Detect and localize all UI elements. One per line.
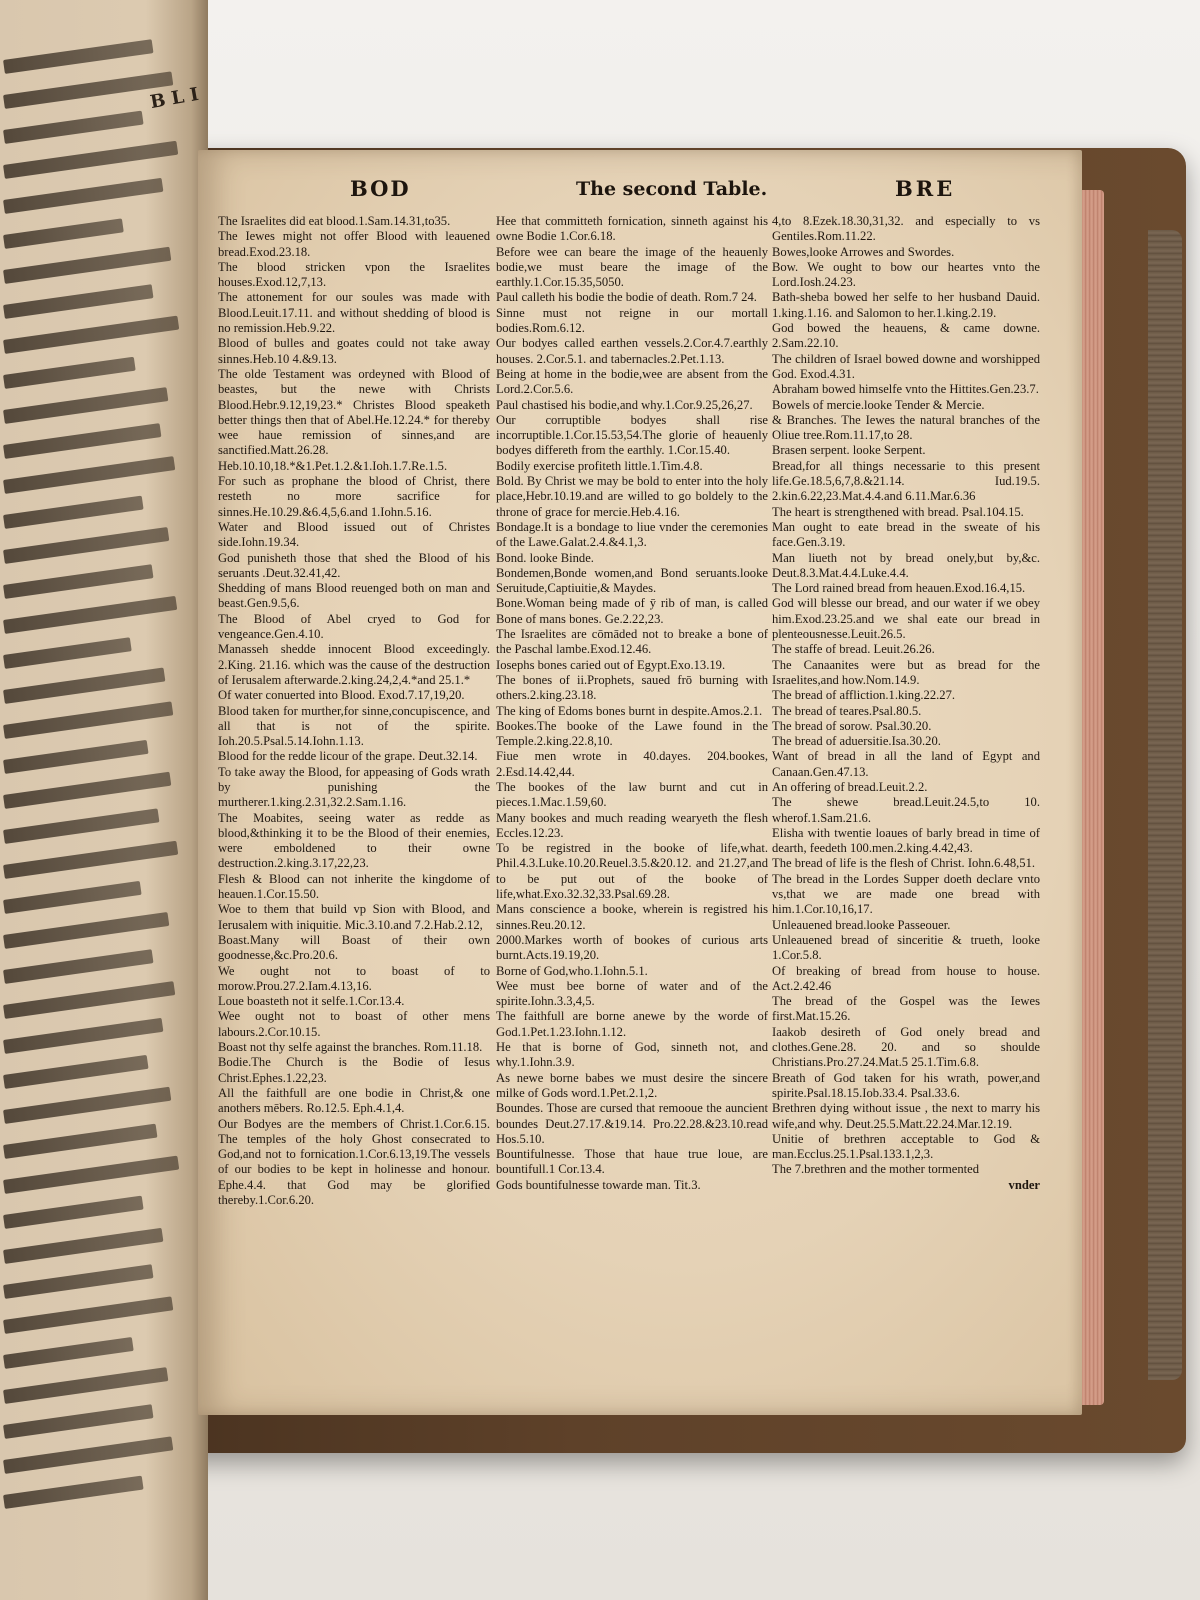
index-entry: Woe to them that build vp Sion with Blood, and Ierusalem with iniquitie. Mic.3.10.and 7.2.Hab.2.12,: [218, 902, 490, 932]
index-entry: Unleauened bread of sinceritie & trueth, looke 1.Cor.5.8.: [772, 932, 1040, 963]
index-entry: Want of bread in all the land of Egypt and Canaan.Gen.47.13.: [772, 749, 1040, 779]
index-entry: Boast not thy selfe against the branches. Rom.11.18.: [218, 1040, 483, 1055]
catchword: vnder: [1008, 1177, 1040, 1192]
running-head-right: BRE: [895, 176, 956, 201]
index-entry: Paul calleth his bodie the bodie of death. Rom.7 24.: [496, 290, 757, 305]
left-page: [0, 0, 208, 1600]
index-entry: God punisheth those that shed the Blood of his seruants .Deut.32.41,42.: [218, 550, 490, 580]
index-entry: Gods bountifulnesse towarde man. Tit.3.: [496, 1177, 701, 1192]
index-entry: Paul chastised his bodie,and why.1.Cor.9.25,26,27.: [496, 397, 753, 412]
index-entry: The attonement for our soules was made with Blood.Leuit.17.11. and without shedding of blood is no remission.Heb.9.22.: [218, 290, 490, 336]
index-entry: Bond. looke Binde.: [496, 550, 594, 565]
index-entry: Bowes,looke Arrowes and Swordes.: [772, 244, 955, 259]
index-entry: Abraham bowed himselfe vnto the Hittites.Gen.23.7.: [772, 382, 1039, 397]
index-entry: & Branches. The Iewes the natural branches of the Oliue tree.Rom.11.17,to 28.: [772, 412, 1040, 443]
index-entry: An offering of bread.Leuit.2.2.: [772, 779, 928, 794]
index-entry: Borne of God,who.1.Iohn.5.1.: [496, 963, 648, 978]
index-entry: Breath of God taken for his wrath, power,and spirite.Psal.18.15.Iob.33.4. Psal.33.6.: [772, 1070, 1040, 1100]
index-entry: Hee that committeth fornication, sinneth against his owne Bodie 1.Cor.6.18.: [496, 214, 768, 244]
index-entry: The bread of aduersitie.Isa.30.20.: [772, 734, 941, 749]
index-entry: Bondage.It is a bondage to liue vnder the ceremonies of the Lawe.Galat.2.4.&4.1,3.: [496, 519, 768, 550]
running-head-left: BOD: [350, 176, 411, 201]
index-entry: The bread of affliction.1.king.22.27.: [772, 688, 956, 703]
text-column-1: [218, 214, 490, 1208]
index-entry: Our Bodyes are the members of Christ.1.Cor.6.15. The temples of the holy Ghost consecrated to God,and not to fornication.1.Cor.6.13,19.The vessels of our bodies to be kept in holinesse and honour. Ephe.4.4. that God may be glorified thereby.1.Cor.6.20.: [218, 1116, 490, 1207]
index-entry: Wee ought not to boast of other mens labours.2.Cor.10.15.: [218, 1009, 490, 1039]
index-entry: Bowels of mercie.looke Tender & Mercie.: [772, 397, 985, 412]
index-entry: Man ought to eate bread in the sweate of his face.Gen.3.19.: [772, 519, 1040, 550]
index-entry: Bodie.The Church is the Bodie of Iesus Christ.Ephes.1.22,23.: [218, 1055, 490, 1085]
index-entry: The Moabites, seeing water as redde as blood,&thinking it to be the Blood of their enemies, were emboldened to their owne destruction.2.king.3.17,22,23.: [218, 810, 490, 871]
index-entry: Bountifulnesse. Those that haue true loue, are bountifull.1 Cor.13.4.: [496, 1147, 768, 1177]
index-entry: Bold. By Christ we may be bold to enter into the holy place,Hebr.10.19.and are willed to go boldely to the throne of grace for mercie.Heb.4.16.: [496, 474, 768, 519]
index-entry: Man liueth not by bread onely,but by,&c. Deut.8.3.Mat.4.4.Luke.4.4.: [772, 550, 1040, 580]
index-entry: The children of Israel bowed downe and worshipped God. Exod.4.31.: [772, 351, 1040, 381]
running-head: [198, 176, 1082, 206]
index-entry: The bread of teares.Psal.80.5.: [772, 703, 922, 718]
index-entry: The bread of life is the flesh of Christ. Iohn.6.48,51.: [772, 856, 1036, 871]
index-entry: Mans conscience a booke, wherein is registred his sinnes.Reu.20.12.: [496, 902, 768, 932]
index-entry: The Iewes might not offer Blood with leauened bread.Exod.23.18.: [218, 229, 490, 259]
index-entry: Shedding of mans Blood reuenged both on man and beast.Gen.9.5,6.: [218, 581, 490, 611]
left-page-text-blur: [4, 60, 194, 1530]
index-entry: Being at home in the bodie,wee are absent from the Lord.2.Cor.5.6.: [496, 366, 768, 397]
index-entry: The bread of sorow. Psal.30.20.: [772, 718, 932, 733]
index-entry: The Blood of Abel cryed to God for vengeance.Gen.4.10.: [218, 611, 490, 642]
index-entry: Wee must bee borne of water and of the spirite.Iohn.3.3,4,5.: [496, 978, 768, 1009]
index-entry: The shewe bread.Leuit.24.5,to 10. wherof.1.Sam.21.6.: [772, 795, 1040, 825]
index-entry: Iosephs bones caried out of Egypt.Exo.13.19.: [496, 657, 726, 672]
index-entry: The Lord rained bread from heauen.Exod.16.4,15.: [772, 581, 1026, 596]
index-entry: Bow. We ought to bow our heartes vnto the Lord.Iosh.24.23.: [772, 259, 1040, 290]
index-entry: For such as prophane the blood of Christ, there resteth no more sacrifice for sinnes.He.10.29.&6.4,5,6.and 1.Iohn.5.16.: [218, 474, 490, 519]
index-entry: Many bookes and much reading wearyeth the flesh Eccles.12.23.: [496, 810, 768, 840]
index-entry: God bowed the heauens, & came downe. 2.Sam.22.10.: [772, 321, 1040, 351]
index-entry: The bookes of the law burnt and cut in pieces.1.Mac.1.59,60.: [496, 779, 768, 810]
index-entry: To take away the Blood, for appeasing of Gods wrath by punishing the murtherer.1.king.2.31,32.2.Sam.1.16.: [218, 764, 490, 810]
index-entry: 4,to 8.Ezek.18.30,31,32. and especially to vs Gentiles.Rom.11.22.: [772, 214, 1040, 244]
index-entry: The king of Edoms bones burnt in despite.Amos.2.1.: [496, 703, 763, 718]
right-page: [198, 150, 1082, 1415]
index-entry: Blood for the redde licour of the grape. Deut.32.14.: [218, 749, 478, 764]
index-entry: The Canaanites were but as bread for the Israelites,and how.Nom.14.9.: [772, 657, 1040, 687]
index-entry: Bodily exercise profiteth little.1.Tim.4.8.: [496, 458, 703, 473]
index-entry: The bones of ii.Prophets, saued frō burning with others.2.king.23.18.: [496, 672, 768, 703]
index-entry: The 7.brethren and the mother tormented: [772, 1162, 980, 1177]
index-entry: We ought not to boast of to morow.Prou.27.2.Iam.4.13,16.: [218, 963, 490, 993]
index-entry: Blood taken for murther,for sinne,concupiscence, and all that is not of the spirite. Ioh.20.5.Psal.5.14.Iohn.1.13.: [218, 703, 490, 749]
index-entry: Bookes.The booke of the Lawe found in the Temple.2.king.22.8,10.: [496, 718, 768, 749]
index-entry: All the faithfull are one bodie in Christ,& one anothers mēbers. Ro.12.5. Eph.4.1,4.: [218, 1085, 490, 1116]
index-entry: Bath-sheba bowed her selfe to her husband Dauid. 1.king.1.16. and Salomon to her.1.king.2.19.: [772, 290, 1040, 320]
index-entry: Sinne must not reigne in our mortall bodies.Rom.6.12.: [496, 305, 768, 336]
index-entry: Unitie of brethren acceptable to God & man.Ecclus.25.1.Psal.133.1,2,3.: [772, 1131, 1040, 1162]
index-entry: Bread,for all things necessarie to this present life.Ge.18.5,6,7,8.&21.14. Iud.19.5. 2.kin.6.22,23.Mat.4.4.and 6.11.Mar.6.36: [772, 458, 1040, 504]
index-entry: Bondemen,Bonde women,and Bond seruants.looke Seruitude,Captiuitie,& Maydes.: [496, 565, 768, 596]
index-entry: The blood stricken vpon the Israelites houses.Exod.12,7,13.: [218, 259, 490, 290]
index-entry: Unleauened bread.looke Passeouer.: [772, 917, 951, 932]
index-entry: The staffe of bread. Leuit.26.26.: [772, 642, 935, 657]
index-entry: Flesh & Blood can not inherite the kingdome of heauen.1.Cor.15.50.: [218, 871, 490, 902]
index-entry: Brethren dying without issue , the next to marry his wife,and why. Deut.25.5.Matt.22.24.Mar.12.19.: [772, 1101, 1040, 1131]
index-entry: Before wee can beare the image of the heauenly bodie,we must beare the image of the earthly.1.Cor.15.35,5050.: [496, 244, 768, 290]
index-entry: Our bodyes called earthen vessels.2.Cor.4.7.earthly houses. 2.Cor.5.1. and tabernacles.2.Pet.1.13.: [496, 336, 768, 366]
index-entry: Iaakob desireth of God onely bread and clothes.Gene.28. 20. and so shoulde Christians.Pro.27.24.Mat.5 25.1.Tim.6.8.: [772, 1024, 1040, 1070]
index-entry: The Israelites are cōmāded not to breake a bone of the Paschal lambe.Exod.12.46.: [496, 627, 768, 657]
text-column-2: [496, 214, 768, 1193]
index-entry: To be registred in the booke of life,what. Phil.4.3.Luke.10.20.Reuel.3.5.&20.12. and 21.27,and to be put out of the booke of life,what.Exo.32.32,33.Psal.69.28.: [496, 841, 768, 902]
index-entry: As newe borne babes we must desire the sincere milke of Gods word.1.Pet.2.1,2.: [496, 1070, 768, 1100]
text-column-3: [772, 214, 1040, 1206]
cover-edge: [1148, 230, 1182, 1380]
index-entry: Elisha with twentie loaues of barly bread in time of dearth, feedeth 100.men.2.king.4.42,43.: [772, 825, 1040, 856]
index-entry: Fiue men wrote in 40.dayes. 204.bookes, 2.Esd.14.42,44.: [496, 749, 768, 779]
index-entry: Boast.Many will Boast of their own goodnesse,&c.Pro.20.6.: [218, 932, 490, 963]
index-entry: Boundes. Those are cursed that remooue the auncient boundes Deut.27.17.&19.14. Pro.22.28.&23.10.read Hos.5.10.: [496, 1101, 768, 1146]
index-entry: Of breaking of bread from house to house. Act.2.42.46: [772, 963, 1040, 993]
index-entry: Our corruptible bodyes shall rise incorruptible.1.Cor.15.53,54.The glorie of heauenly bodyes differeth from the earthly. 1.Cor.15.40.: [496, 412, 768, 458]
index-entry: Water and Blood issued out of Christes side.Iohn.19.34.: [218, 519, 490, 550]
left-page-running-head: B L I: [148, 83, 201, 114]
index-entry: Blood of bulles and goates could not take away sinnes.Heb.10 4.&9.13.: [218, 336, 490, 366]
index-entry: The Israelites did eat blood.1.Sam.14.31,to35.: [218, 214, 451, 228]
index-entry: Loue boasteth not it selfe.1.Cor.13.4.: [218, 994, 405, 1009]
index-entry: The heart is strengthened with bread. Psal.104.15.: [772, 504, 1024, 519]
index-entry: Manasseh shedde innocent Blood exceedingly. 2.King. 21.16. which was the cause of the destruction of Ierusalem afterwarde.2.king.24,2,4.*and 25.1.*: [218, 642, 490, 687]
index-entry: The olde Testament was ordeyned with Blood of beastes, but the newe with Christs Blood.Hebr.9.12,19,23.* Christes Blood speaketh better things then that of Abel.He.12.24.* for thereby wee haue remission of sinnes,and are sanctified.Matt.26.28. Heb.10.10,18.*&1.Pet.1.2.&1.Ioh.1.7.Re.1.5.: [218, 366, 490, 473]
index-entry: Of water conuerted into Blood. Exod.7.17,19,20.: [218, 688, 465, 703]
index-entry: Brasen serpent. looke Serpent.: [772, 443, 926, 458]
index-entry: Bone.Woman being made of ȳ rib of man, is called Bone of mans bones. Ge.2.22,23.: [496, 596, 768, 626]
index-entry: The faithfull are borne anewe by the worde of God.1.Pet.1.23.Iohn.1.12.: [496, 1009, 768, 1039]
index-entry: The bread in the Lordes Supper doeth declare vnto vs,that we are made one bread with him.1.Cor.10,16,17.: [772, 871, 1040, 917]
index-entry: 2000.Markes worth of bookes of curious arts burnt.Acts.19.19,20.: [496, 932, 768, 963]
index-entry: He that is borne of God, sinneth not, and why.1.Iohn.3.9.: [496, 1040, 768, 1070]
index-entry: God will blesse our bread, and our water if we obey him.Exod.23.25.and we shal eate our bread in plenteousnesse.Leuit.26.5.: [772, 596, 1040, 642]
index-entry: The bread of the Gospel was the Iewes first.Mat.15.26.: [772, 994, 1040, 1024]
running-head-center: The second Table.: [576, 178, 768, 200]
